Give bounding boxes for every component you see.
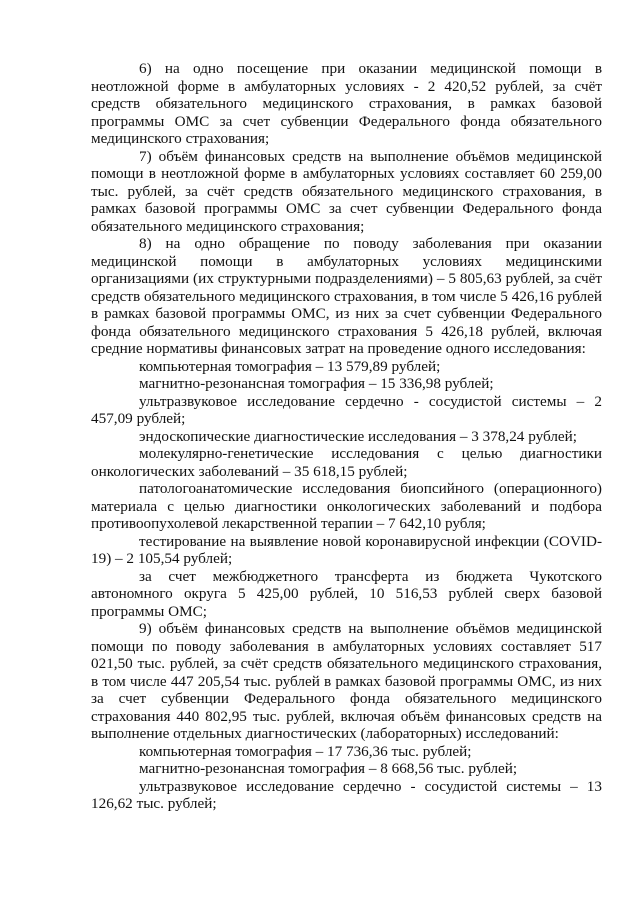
list-item-molecular-genetic: молекулярно-генетические исследования с целью диагностики онкологических заболеваний – 35 618,15 рублей; bbox=[91, 445, 602, 480]
document-body bbox=[91, 60, 602, 813]
list-item-ct-volume: компьютерная томография – 17 736,36 тыс. рублей; bbox=[139, 742, 472, 760]
list-item-ultrasound: ультразвуковое исследование сердечно - сосудистой системы – 2 457,09 рублей; bbox=[91, 392, 602, 427]
list-item-mri-volume: магнитно-резонансная томография – 8 668,56 тыс. рублей; bbox=[139, 760, 518, 777]
paragraph-item-9: 9) объём финансовых средств на выполнение объёмов медицинской помощи по поводу заболевания в амбулаторных условиях составляет 517 021,50 тыс. рублей, за счёт средств обязательного медицинского страхования, в том числе 447 205,54 тыс. рублей в рамках базовой программы ОМС, из них за счет субвенции Федерального фонда обязательного медицинского страхования 440 802,95 тыс. рублей, включая объём финансовых средств на выполнение отдельных диагностических (лабораторных) исследований: bbox=[91, 620, 602, 742]
list-item-interbudget-transfer: за счет межбюджетного трансферта из бюджета Чукотского автономного округа 5 425,00 рублей, 10 516,53 рублей сверх базовой программы ОМС; bbox=[91, 567, 602, 620]
list-item-ct: компьютерная томография – 13 579,89 рублей; bbox=[139, 357, 441, 375]
list-item-ultrasound-volume: ультразвуковое исследование сердечно - сосудистой системы – 13 126,62 тыс. рублей; bbox=[91, 777, 602, 812]
list-item-endoscopy: эндоскопические диагностические исследования – 3 378,24 рублей; bbox=[139, 427, 578, 445]
list-item-covid-testing: тестирование на выявление новой коронавирусной инфекции (COVID-19) – 2 105,54 рублей; bbox=[91, 532, 602, 567]
paragraph-item-8: 8) на одно обращение по поводу заболевания при оказании медицинской помощи в амбулаторных условиях медицинскими организациями (их структурными подразделениями) – 5 805,63 рублей, за счёт средств обязательного медицинского страхования, в том числе 5 426,16 рублей в рамках базовой программы ОМС, из них за счет субвенции Федерального фонда обязательного медицинского страхования 5 426,18 рублей, включая средние нормативы финансовых затрат на проведение одного исследования: bbox=[91, 235, 602, 357]
list-item-pathology: патологоанатомические исследования биопсийного (операционного) материала с целью диагностики онкологических заболеваний и подбора противоопухолевой лекарственной терапии – 7 642,10 рубля; bbox=[91, 480, 602, 532]
list-item-mri: магнитно-резонансная томография – 15 336,98 рублей; bbox=[139, 375, 494, 392]
paragraph-item-6: 6) на одно посещение при оказании медицинской помощи в неотложной форме в амбулаторных условиях - 2 420,52 рублей, за счёт средств обязательного медицинского страхования, в рамках базовой программы ОМС за счет субвенции Федерального фонда обязательного медицинского страхования; bbox=[91, 60, 602, 147]
paragraph-item-7: 7) объём финансовых средств на выполнение объёмов медицинской помощи в неотложной форме в амбулаторных условиях составляет 60 259,00 тыс. рублей, за счёт средств обязательного медицинского страхования, в рамках базовой программы ОМС за счет субвенции Федерального фонда обязательного медицинского страхования; bbox=[91, 147, 602, 235]
